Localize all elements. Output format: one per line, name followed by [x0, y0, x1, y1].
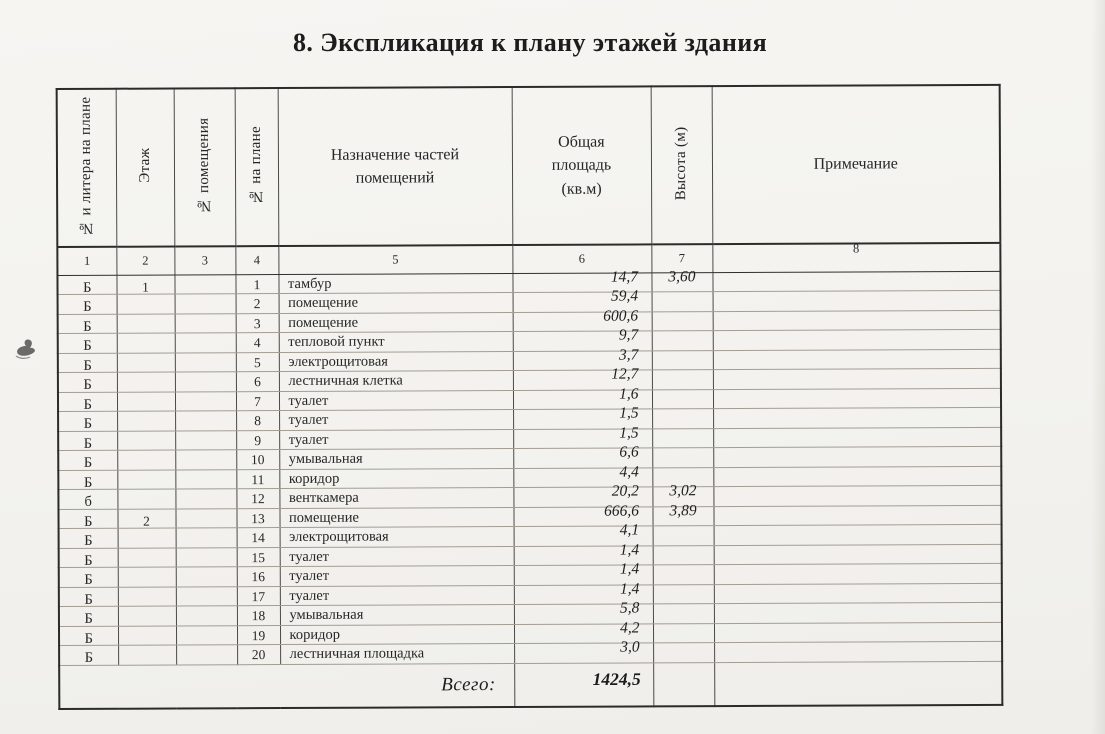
cell-plan-number: 2: [253, 296, 261, 312]
cell-room-name: умывальная: [288, 450, 363, 467]
cell-height: 3,89: [669, 501, 697, 519]
total-area-value: 1424,5: [592, 669, 641, 690]
header-room-number-label: № помещения: [195, 117, 213, 213]
cell-room-name: коридор: [288, 470, 340, 487]
cell-height: 3,60: [668, 267, 696, 285]
header-floor-label: Этаж: [136, 147, 153, 183]
cell-area: 1,4: [619, 540, 640, 559]
cell-litera: Б: [83, 318, 92, 335]
cell-litera: Б: [84, 630, 93, 647]
cell-plan-number: 15: [251, 549, 265, 565]
cell-area: 1,4: [619, 560, 640, 578]
cell-area: 59,4: [610, 287, 639, 305]
cell-area: 4,1: [619, 521, 640, 539]
header-row: [57, 85, 1001, 247]
cell-plan-number: 6: [254, 374, 261, 390]
cell-litera: Б: [83, 474, 93, 491]
cell-area: 20,2: [611, 482, 639, 500]
header-note: [712, 85, 1001, 244]
cell-floor: 1: [142, 279, 149, 295]
cell-area: 14,7: [610, 267, 639, 286]
header-plan-number: [235, 88, 279, 246]
column-number-4: 4: [253, 252, 261, 267]
cell-room-name: электрощитовая: [289, 528, 389, 545]
cell-plan-number: 18: [251, 608, 266, 624]
cell-plan-number: 13: [251, 510, 265, 526]
header-area-label: Общая площадь (кв.м): [551, 133, 612, 198]
cell-litera: Б: [83, 435, 93, 452]
cell-litera: Б: [83, 298, 92, 315]
cell-area: 4,4: [619, 462, 639, 481]
cell-floor: 2: [143, 513, 150, 529]
header-note-label: Примечание: [813, 155, 898, 174]
scan-edge-shadow: [1091, 0, 1105, 734]
cell-litera: Б: [84, 610, 93, 627]
cell-room-name: туалет: [288, 392, 329, 409]
cell-litera: Б: [83, 357, 92, 374]
cell-room-name: туалет: [289, 548, 330, 565]
cell-room-name: коридор: [289, 626, 341, 643]
cell-room-name: помещение: [288, 294, 359, 311]
cell-area: 9,7: [618, 326, 639, 344]
cell-litera: Б: [83, 454, 93, 471]
cell-room-name: электрощитовая: [288, 353, 388, 370]
cell-litera: Б: [84, 571, 93, 588]
table-body: [57, 267, 1002, 666]
cell-plan-number: 12: [251, 491, 265, 507]
total-row: [59, 661, 1002, 709]
cell-litera: Б: [83, 376, 92, 393]
cell-litera: Б: [83, 279, 92, 296]
header-area: [512, 86, 652, 245]
column-number-7: 7: [678, 251, 686, 266]
cell-litera: б: [84, 493, 92, 510]
total-label: Всего:: [441, 673, 496, 696]
cell-plan-number: 11: [251, 471, 265, 487]
cell-litera: Б: [84, 591, 93, 608]
cell-room-name: туалет: [289, 587, 330, 604]
cell-area: 5,8: [620, 599, 640, 617]
cell-room-name: лестничная клетка: [288, 372, 403, 389]
column-number-8: 8: [852, 241, 860, 256]
column-number-6: 6: [578, 251, 586, 266]
cell-area: 6,6: [619, 443, 639, 461]
cell-area: 12,7: [611, 365, 639, 383]
cell-litera: Б: [84, 513, 93, 530]
header-height: [651, 86, 713, 244]
cell-area: 666,6: [604, 501, 640, 520]
cell-litera: Б: [83, 415, 93, 432]
cell-room-name: туалет: [288, 411, 329, 428]
cell-plan-number: 14: [251, 530, 265, 546]
cell-room-name: венткамера: [288, 489, 359, 506]
column-number-3: 3: [201, 253, 209, 268]
column-number-1: 1: [83, 253, 91, 268]
cell-room-name: помещение: [288, 509, 359, 526]
cell-plan-number: 1: [253, 276, 261, 292]
cell-room-name: тамбур: [287, 275, 332, 292]
page-title: 8. Экспликация к плану этажей здания: [292, 28, 768, 57]
header-purpose: [278, 87, 513, 246]
cell-height: 3,02: [669, 482, 697, 500]
header-purpose-label: Назначение частей помещений: [330, 146, 460, 187]
header-plan-number-label: № на плане: [247, 125, 265, 204]
cell-plan-number: 7: [254, 393, 261, 409]
column-number-2: 2: [142, 253, 149, 268]
cell-area: 3,7: [618, 345, 639, 364]
cell-litera: Б: [84, 649, 94, 666]
cell-area: 1,4: [619, 579, 640, 598]
cell-plan-number: 8: [254, 413, 262, 429]
cell-area: 600,6: [603, 306, 639, 325]
cell-room-name: помещение: [288, 314, 359, 331]
cell-plan-number: 16: [251, 569, 266, 585]
ink-smudge-artifact: [10, 336, 44, 364]
cell-plan-number: 3: [253, 315, 261, 331]
cell-litera: Б: [84, 532, 93, 549]
cell-area: 3,0: [620, 638, 640, 656]
cell-plan-number: 10: [250, 452, 265, 468]
header-room-number: [174, 88, 236, 246]
cell-litera: Б: [84, 552, 93, 569]
cell-plan-number: 5: [253, 354, 261, 370]
header-plan-litera-label: № и литера на плане: [78, 95, 95, 235]
cell-area: 1,6: [619, 384, 639, 403]
cell-room-name: лестничная площадка: [289, 645, 425, 662]
column-number-5: 5: [392, 252, 399, 267]
cell-room-name: тепловой пункт: [288, 333, 385, 350]
cell-plan-number: 9: [254, 432, 262, 448]
header-plan-litera: [57, 89, 117, 247]
cell-area: 4,2: [620, 618, 640, 637]
cell-room-name: умывальная: [289, 606, 364, 623]
cell-plan-number: 4: [253, 335, 261, 351]
cell-litera: Б: [83, 396, 92, 413]
header-floor: [116, 88, 175, 246]
cell-plan-number: 17: [251, 588, 266, 604]
cell-area: 1,5: [619, 423, 639, 442]
cell-room-name: туалет: [289, 567, 330, 584]
cell-plan-number: 19: [251, 627, 266, 643]
cell-litera: Б: [83, 337, 92, 354]
cell-plan-number: 20: [251, 647, 266, 663]
explication-table: [56, 84, 1004, 710]
cell-room-name: туалет: [288, 431, 329, 448]
header-height-label: Высота (м): [672, 125, 690, 200]
cell-area: 1,5: [619, 404, 639, 422]
